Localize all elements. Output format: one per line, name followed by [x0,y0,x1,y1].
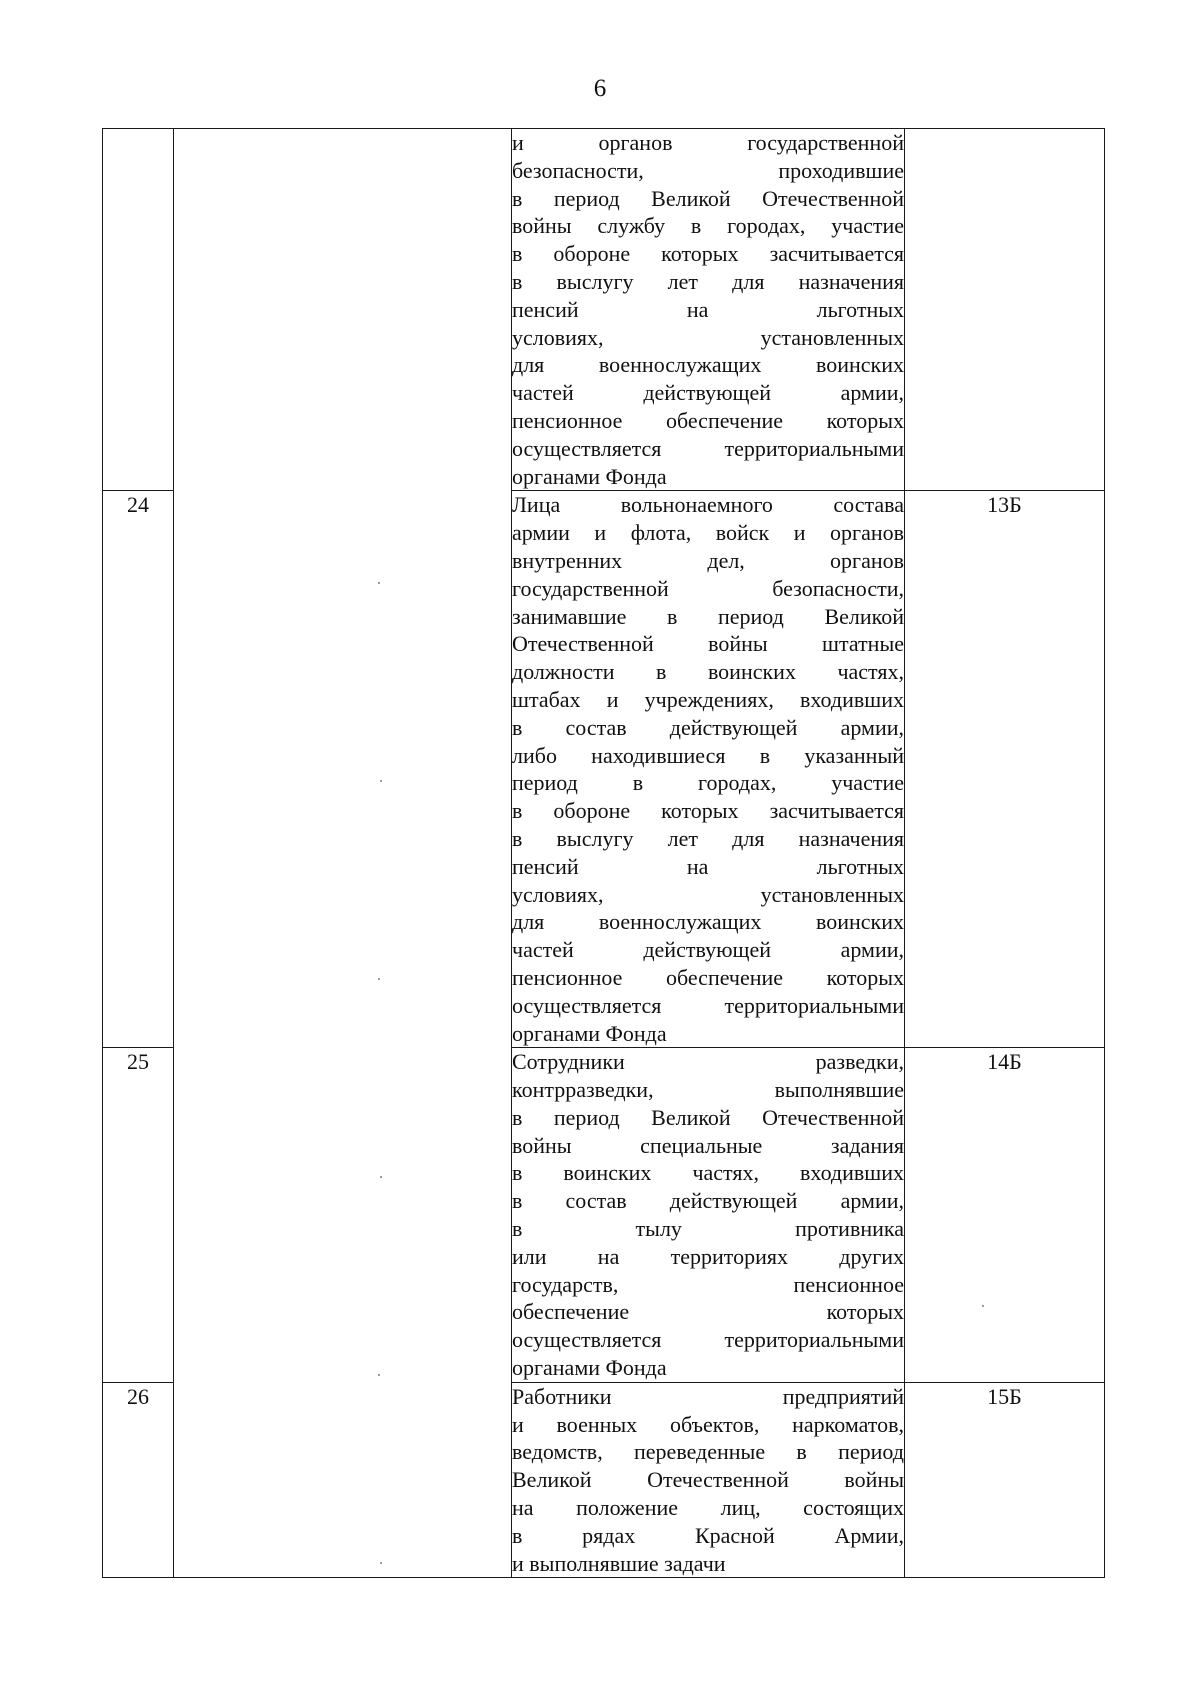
description-line: в выслугу лет для назначения [512,825,904,851]
table-row [103,129,1105,491]
description-line: в обороне которых засчитывается [512,798,904,824]
description-line: для военнослужащих воинских [512,909,904,935]
row-description [512,491,905,1048]
description-line: Лица вольнонаемного состава [512,492,904,518]
description-line: в период Великой Отечественной [512,185,904,211]
description-line: в тылу противника [512,1216,904,1242]
description-line: пенсионное обеспечение которых [512,407,904,433]
description-line: и органов государственной [512,130,904,155]
row-description [512,1048,905,1383]
description-line: должности в воинских частях, [512,659,904,685]
page-number: 6 [593,75,607,102]
description-line: частей действующей армии, [512,937,904,963]
description-line: Отечественной войны штатные [512,631,904,657]
row-number: 24 [103,491,174,1048]
description-line: контрразведки, выполнявшие [512,1077,904,1103]
description-line: Великой Отечественной войны [512,1467,904,1493]
description-line: условиях, установленных [512,881,904,907]
description-line: пенсионное обеспечение которых [512,964,904,990]
description-line: осуществляется территориальными [512,435,904,461]
description-line: период в городах, участие [512,770,904,796]
description-line: осуществляется территориальными [512,1327,904,1353]
description-line: частей действующей армии, [512,380,904,406]
row-description [512,1382,905,1578]
merged-empty-cell [174,129,512,1578]
description-line: в состав действующей армии, [512,1188,904,1214]
row-number [103,129,174,491]
row-number: 25 [103,1048,174,1383]
row-code: 14Б [905,1048,1105,1383]
row-description [512,129,905,491]
scan-speck [380,1176,382,1178]
description-line: войны службу в городах, участие [512,213,904,239]
description-line: органами Фонда [512,1355,667,1381]
description-line: в рядах Красной Армии, [512,1522,904,1548]
description-line: войны специальные задания [512,1132,904,1158]
scan-speck [380,780,382,782]
scan-speck [378,1374,380,1376]
description-line: ведомств, переведенные в период [512,1439,904,1465]
description-line: либо находившиеся в указанный [512,742,904,768]
description-line: в обороне которых засчитывается [512,241,904,267]
description-line: в состав действующей армии, [512,714,904,740]
row-code: 13Б [905,491,1105,1048]
description-line: в выслугу лет для назначения [512,268,904,294]
scan-speck [380,1562,382,1564]
description-line: пенсий на льготных [512,853,904,879]
description-line: Сотрудники разведки, [512,1049,904,1075]
description-line: обеспечение которых [512,1299,904,1325]
description-line: органами Фонда [512,1020,667,1046]
description-line: и военных объектов, наркоматов, [512,1411,904,1437]
description-line: и выполнявшие задачи [512,1550,726,1576]
scan-speck [378,978,380,980]
description-line: или на территориях других [512,1243,904,1269]
description-line: в воинских частях, входивших [512,1160,904,1186]
description-line: в период Великой Отечественной [512,1104,904,1130]
description-line: государств, пенсионное [512,1271,904,1297]
description-line: Работники предприятий [512,1383,904,1409]
row-code: 15Б [905,1382,1105,1578]
description-line: внутренних дел, органов [512,547,904,573]
row-number: 26 [103,1382,174,1578]
description-line: на положение лиц, состоящих [512,1495,904,1521]
description-line: занимавшие в период Великой [512,603,904,629]
description-line: безопасности, проходившие [512,157,904,183]
description-line: осуществляется территориальными [512,992,904,1018]
description-line: государственной безопасности, [512,575,904,601]
description-line: условиях, установленных [512,324,904,350]
description-line: для военнослужащих воинских [512,352,904,378]
row-code [905,129,1105,491]
description-line: пенсий на льготных [512,296,904,322]
description-line: армии и флота, войск и органов [512,520,904,546]
description-line: штабах и учреждениях, входивших [512,686,904,712]
benefits-table [102,128,1105,1578]
description-line: органами Фонда [512,463,667,489]
scan-speck [982,1305,984,1307]
scan-speck [378,582,380,584]
